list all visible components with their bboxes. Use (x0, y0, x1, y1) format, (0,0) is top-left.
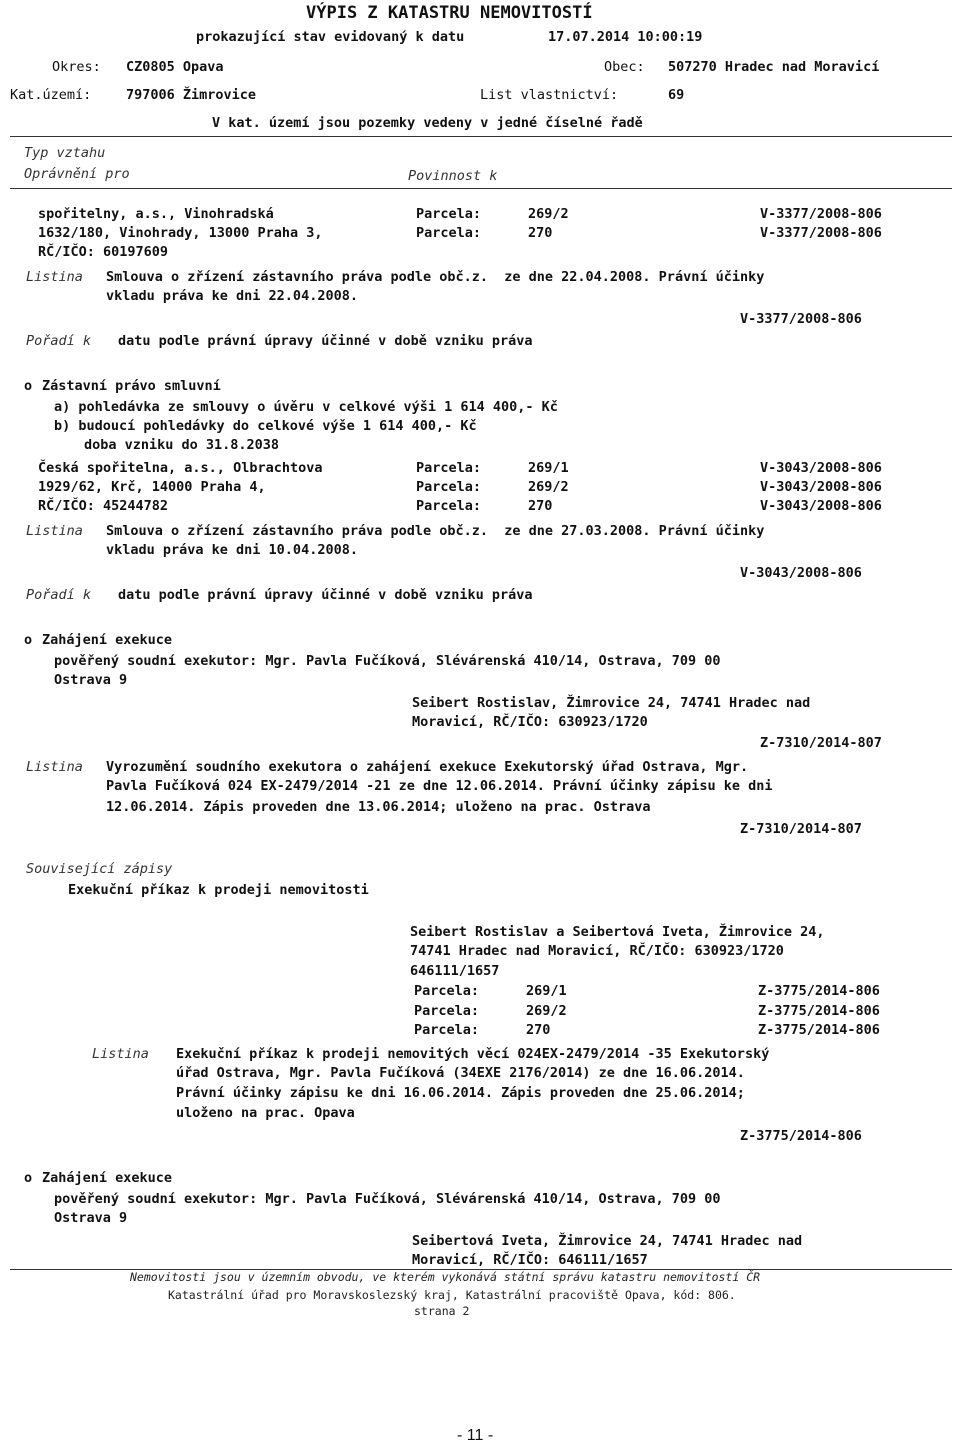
b2-listina-ref: V-3043/2008-806 (740, 565, 862, 581)
b1-parcel-ref: V-3377/2008-806 (760, 225, 882, 241)
b3-povinny-ref: Z-7310/2014-807 (760, 735, 882, 751)
b4-parcel-ref: Z-3775/2014-806 (758, 1003, 880, 1019)
okres-value: CZ0805 Opava (126, 59, 224, 75)
b3-exekutor-line-1: pověřený soudní exekutor: Mgr. Pavla Fučíková, Slévárenská 410/14, Ostrava, 709 00 (54, 653, 721, 669)
b2-poradi-text: datu podle právní úpravy účinné v době vzniku práva (118, 587, 533, 603)
b1-owner-line-2: 1632/180, Vinohrady, 13000 Praha 3, (38, 225, 323, 241)
b2-parcel-label: Parcela: (416, 498, 482, 514)
b3-povinny-line-1: Seibert Rostislav, Žimrovice 24, 74741 Hradec nad (412, 695, 811, 711)
b2-listina-line-1: Smlouva o zřízení zástavního práva podle obč.z. ze dne 27.03.2008. Právní účinky (106, 523, 765, 539)
b1-poradi-label: Pořadí k (26, 333, 92, 349)
b2-line-b: b) budoucí pohledávky do celkové výše 1 614 400,- Kč (54, 418, 477, 434)
column-typ-vztahu: Typ vztahu (24, 145, 106, 161)
b3-listina-line-1: Vyrozumění soudního exekutora o zahájení exekuce Exekutorský úřad Ostrava, Mgr. (106, 759, 749, 775)
b1-parcel-label: Parcela: (416, 225, 482, 241)
list-vlastnictvi-value: 69 (668, 87, 685, 103)
b4-povinny-line-3: 646111/1657 (410, 963, 500, 979)
columns-divider (10, 188, 952, 189)
b1-owner-line-1: spořitelny, a.s., Vinohradská (38, 206, 274, 222)
b1-listina-ref: V-3377/2008-806 (740, 311, 862, 327)
okres-label: Okres: (52, 59, 101, 75)
b4-parcel-number: 269/1 (526, 983, 567, 999)
b5-exekutor-line-1: pověřený soudní exekutor: Mgr. Pavla Fučíková, Slévárenská 410/14, Ostrava, 709 00 (54, 1191, 721, 1207)
b3-listina-line-3: 12.06.2014. Zápis proveden dne 13.06.2014; uloženo na prac. Ostrava (106, 799, 651, 815)
katuzemi-value: 797006 Žimrovice (126, 87, 257, 103)
b5-bullet: o (24, 1170, 33, 1186)
b3-listina-line-2: Pavla Fučíková 024 EX-2479/2014 -21 ze dne 12.06.2014. Právní účinky zápisu ke dni (106, 778, 773, 794)
b2-line-a: a) pohledávka ze smlouvy o úvěru v celkové výši 1 614 400,- Kč (54, 399, 558, 415)
b4-listina-line-1: Exekuční příkaz k prodeji nemovitých věcí 024EX-2479/2014 -35 Exekutorský (176, 1046, 770, 1062)
b5-exekutor-line-2: Ostrava 9 (54, 1210, 128, 1226)
obec-label: Obec: (604, 59, 645, 75)
page-number: - 11 - (457, 1427, 494, 1444)
b2-listina-label: Listina (26, 523, 83, 539)
b4-listina-line-3: Právní účinky zápisu ke dni 16.06.2014. Zápis proveden dne 25.06.2014; (176, 1085, 745, 1101)
b2-parcel-number: 270 (528, 498, 553, 514)
b1-parcel-label: Parcela: (416, 206, 482, 222)
b4-povinny-line-2: 74741 Hradec nad Moravicí, RČ/IČO: 630923/1720 (410, 943, 784, 959)
footer-line-1: Nemovitosti jsou v územním obvodu, ve kterém vykonává státní správu katastru nemovitostí ČR (130, 1270, 761, 1284)
b2-heading: Zástavní právo smluvní (42, 378, 221, 394)
b4-parcel-ref: Z-3775/2014-806 (758, 983, 880, 999)
katastr-note: V kat. území jsou pozemky vedeny v jedné číselné řadě (212, 115, 643, 131)
b1-listina-line-2: vkladu práva ke dni 22.04.2008. (106, 288, 358, 304)
b2-line-b2: doba vzniku do 31.8.2038 (84, 437, 280, 453)
b1-owner-line-3: RČ/IČO: 60197609 (38, 244, 169, 260)
b1-parcel-ref: V-3377/2008-806 (760, 206, 882, 222)
b4-heading: Exekuční příkaz k prodeji nemovitosti (68, 882, 369, 898)
b3-heading: Zahájení exekuce (42, 632, 173, 648)
header-divider (10, 136, 952, 137)
b4-povinny-line-1: Seibert Rostislav a Seibertová Iveta, Žimrovice 24, (410, 924, 825, 940)
b5-povinny-line-1: Seibertová Iveta, Žimrovice 24, 74741 Hradec nad (412, 1233, 803, 1249)
document-subtitle: prokazující stav evidovaný k datu (196, 29, 465, 45)
b2-parcel-label: Parcela: (416, 460, 482, 476)
b2-parcel-number: 269/1 (528, 460, 569, 476)
b1-parcel-number: 270 (528, 225, 553, 241)
b3-bullet: o (24, 632, 33, 648)
b4-parcel-number: 270 (526, 1022, 551, 1038)
b2-parcel-number: 269/2 (528, 479, 569, 495)
document-date: 17.07.2014 10:00:19 (548, 29, 703, 45)
b2-owner-line-1: Česká spořitelna, a.s., Olbrachtova (38, 460, 323, 476)
b4-parcel-label: Parcela: (414, 1022, 480, 1038)
b4-parcel-label: Parcela: (414, 1003, 480, 1019)
b4-listina-label: Listina (92, 1046, 149, 1062)
b4-parcel-number: 269/2 (526, 1003, 567, 1019)
b1-parcel-number: 269/2 (528, 206, 569, 222)
b2-listina-line-2: vkladu práva ke dni 10.04.2008. (106, 542, 358, 558)
b2-parcel-label: Parcela: (416, 479, 482, 495)
list-vlastnictvi-label: List vlastnictví: (480, 87, 619, 103)
b5-povinny-line-2: Moravicí, RČ/IČO: 646111/1657 (412, 1252, 648, 1268)
b1-poradi-text: datu podle právní úpravy účinné v době vzniku práva (118, 333, 533, 349)
document-title: VÝPIS Z KATASTRU NEMOVITOSTÍ (306, 3, 593, 23)
b3-povinny-line-2: Moravicí, RČ/IČO: 630923/1720 (412, 714, 648, 730)
column-povinnost-k: Povinnost k (408, 168, 498, 184)
b4-listina-ref: Z-3775/2014-806 (740, 1128, 862, 1144)
b2-poradi-label: Pořadí k (26, 587, 92, 603)
b1-listina-label: Listina (26, 269, 83, 285)
b4-listina-line-2: úřad Ostrava, Mgr. Pavla Fučíková (34EXE 2176/2014) ze dne 16.06.2014. (176, 1065, 745, 1081)
b2-parcel-ref: V-3043/2008-806 (760, 460, 882, 476)
b2-owner-line-3: RČ/IČO: 45244782 (38, 498, 169, 514)
b3-listina-label: Listina (26, 759, 83, 775)
b5-heading: Zahájení exekuce (42, 1170, 173, 1186)
b3-exekutor-line-2: Ostrava 9 (54, 672, 128, 688)
footer-line-2: Katastrální úřad pro Moravskoslezský kraj, Katastrální pracoviště Opava, kód: 806. (168, 1288, 736, 1302)
b4-parcel-label: Parcela: (414, 983, 480, 999)
obec-value: 507270 Hradec nad Moravicí (668, 59, 880, 75)
b1-listina-line-1: Smlouva o zřízení zástavního práva podle obč.z. ze dne 22.04.2008. Právní účinky (106, 269, 765, 285)
b2-parcel-ref: V-3043/2008-806 (760, 479, 882, 495)
b2-owner-line-2: 1929/62, Krč, 14000 Praha 4, (38, 479, 266, 495)
b4-souvisejici-label: Související zápisy (26, 861, 173, 877)
b4-parcel-ref: Z-3775/2014-806 (758, 1022, 880, 1038)
footer-line-3: strana 2 (414, 1304, 470, 1318)
b3-listina-ref: Z-7310/2014-807 (740, 821, 862, 837)
b4-listina-line-4: uloženo na prac. Opava (176, 1105, 355, 1121)
b2-parcel-ref: V-3043/2008-806 (760, 498, 882, 514)
katuzemi-label: Kat.území: (10, 87, 92, 103)
b2-bullet: o (24, 378, 33, 394)
column-opravneni-pro: Oprávnění pro (24, 166, 130, 182)
